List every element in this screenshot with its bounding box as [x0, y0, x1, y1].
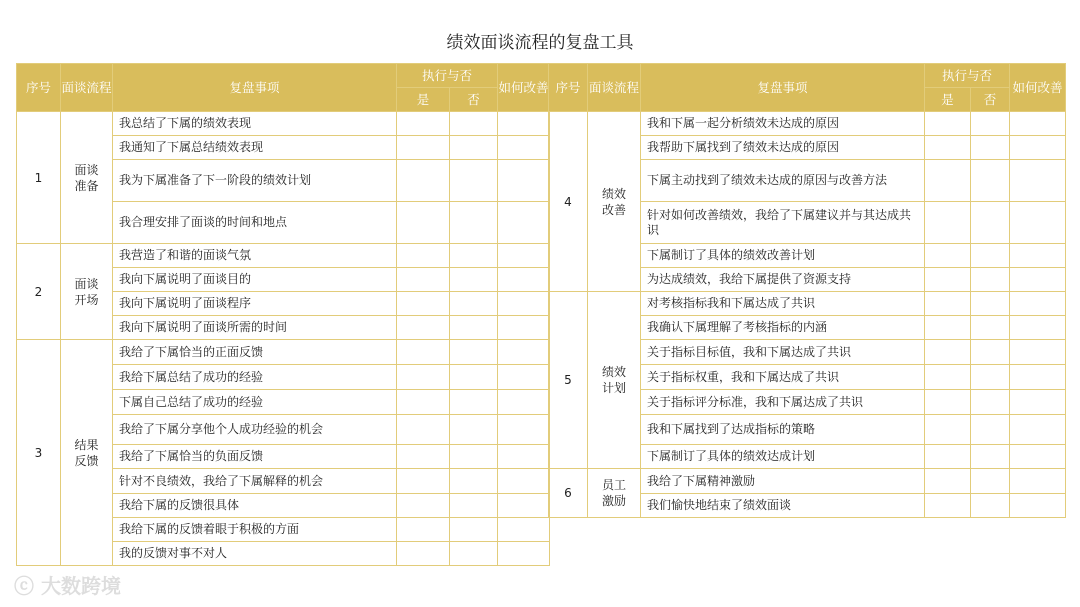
- no-cell[interactable]: [450, 268, 498, 292]
- no-cell[interactable]: [450, 202, 498, 244]
- no-cell[interactable]: [450, 518, 498, 542]
- table-row: [549, 292, 1066, 316]
- group-number: 5: [549, 292, 588, 469]
- improve-cell[interactable]: [498, 518, 550, 542]
- group-number: 2: [17, 244, 61, 340]
- yes-cell[interactable]: [397, 202, 450, 244]
- group-number: 4: [549, 112, 588, 292]
- review-item: 我和下属一起分析绩效未达成的原因: [641, 112, 925, 136]
- no-cell[interactable]: [450, 494, 498, 518]
- review-item: 我给下属的反馈着眼于积极的方面: [113, 518, 397, 542]
- review-item: 我给了下属分享他个人成功经验的机会: [113, 415, 397, 445]
- no-cell[interactable]: [450, 112, 498, 136]
- review-item: 我给下属的反馈很具体: [113, 494, 397, 518]
- no-cell[interactable]: [971, 390, 1010, 415]
- header-yes: 是: [925, 88, 971, 112]
- yes-cell[interactable]: [925, 494, 971, 518]
- review-item: 我给下属总结了成功的经验: [113, 365, 397, 390]
- improve-cell[interactable]: [1010, 390, 1066, 415]
- yes-cell[interactable]: [925, 390, 971, 415]
- no-cell[interactable]: [450, 292, 498, 316]
- group-number: 1: [17, 112, 61, 244]
- review-item: 为达成绩效，我给下属提供了资源支持: [641, 268, 925, 292]
- header-no: 否: [971, 88, 1010, 112]
- group-flow: 绩效改善: [588, 112, 641, 292]
- no-cell[interactable]: [450, 469, 498, 494]
- improve-cell[interactable]: [498, 415, 550, 445]
- improve-cell[interactable]: [1010, 268, 1066, 292]
- improve-cell[interactable]: [498, 316, 550, 340]
- header-item: 复盘事项: [113, 64, 397, 112]
- no-cell[interactable]: [450, 390, 498, 415]
- yes-cell[interactable]: [397, 244, 450, 268]
- yes-cell[interactable]: [925, 415, 971, 445]
- group-flow: 面谈准备: [61, 112, 113, 244]
- improve-cell[interactable]: [498, 340, 550, 365]
- improve-cell[interactable]: [1010, 136, 1066, 160]
- no-cell[interactable]: [971, 268, 1010, 292]
- no-cell[interactable]: [450, 244, 498, 268]
- improve-cell[interactable]: [498, 445, 550, 469]
- review-item: 我向下属说明了面谈程序: [113, 292, 397, 316]
- page-title: 绩效面谈流程的复盘工具: [446, 33, 634, 53]
- watermark-logo: ⓒ 大数跨境: [14, 574, 121, 598]
- no-cell[interactable]: [450, 316, 498, 340]
- no-cell[interactable]: [450, 542, 498, 566]
- yes-cell[interactable]: [397, 136, 450, 160]
- header-improve: 如何改善: [1010, 64, 1066, 112]
- improve-cell[interactable]: [498, 136, 550, 160]
- no-cell[interactable]: [971, 365, 1010, 390]
- yes-cell[interactable]: [397, 292, 450, 316]
- improve-cell[interactable]: [1010, 316, 1066, 340]
- no-cell[interactable]: [971, 316, 1010, 340]
- yes-cell[interactable]: [397, 340, 450, 365]
- yes-cell[interactable]: [925, 292, 971, 316]
- yes-cell[interactable]: [397, 494, 450, 518]
- improve-cell[interactable]: [498, 365, 550, 390]
- header-flow: 面谈流程: [61, 64, 113, 112]
- header-improve: 如何改善: [498, 64, 550, 112]
- improve-cell[interactable]: [1010, 494, 1066, 518]
- group-flow: 结果反馈: [61, 340, 113, 566]
- review-item: 我通知了下属总结绩效表现: [113, 136, 397, 160]
- no-cell[interactable]: [971, 445, 1010, 469]
- improve-cell[interactable]: [1010, 340, 1066, 365]
- no-cell[interactable]: [971, 244, 1010, 268]
- review-item: 我给了下属恰当的正面反馈: [113, 340, 397, 365]
- review-item: 针对不良绩效，我给了下属解释的机会: [113, 469, 397, 494]
- improve-cell[interactable]: [498, 160, 550, 202]
- improve-cell[interactable]: [1010, 112, 1066, 136]
- review-item: 下属主动找到了绩效未达成的原因与改善方法: [641, 160, 925, 202]
- yes-cell[interactable]: [397, 469, 450, 494]
- review-item: 我帮助下属找到了绩效未达成的原因: [641, 136, 925, 160]
- improve-cell[interactable]: [498, 244, 550, 268]
- group-number: 3: [17, 340, 61, 566]
- no-cell[interactable]: [450, 415, 498, 445]
- yes-cell[interactable]: [397, 365, 450, 390]
- improve-cell[interactable]: [1010, 292, 1066, 316]
- group-number: 6: [549, 469, 588, 518]
- yes-cell[interactable]: [925, 202, 971, 244]
- review-item: 我的反馈对事不对人: [113, 542, 397, 566]
- yes-cell[interactable]: [397, 160, 450, 202]
- header-no: 否: [450, 88, 498, 112]
- review-item: 下属制订了具体的绩效达成计划: [641, 445, 925, 469]
- header-yes: 是: [397, 88, 450, 112]
- review-item: 关于指标目标值，我和下属达成了共识: [641, 340, 925, 365]
- yes-cell[interactable]: [925, 365, 971, 390]
- no-cell[interactable]: [971, 340, 1010, 365]
- no-cell[interactable]: [971, 469, 1010, 494]
- group-flow: 面谈开场: [61, 244, 113, 340]
- review-item: 我给了下属精神激励: [641, 469, 925, 494]
- header-exec: 执行与否: [925, 64, 1010, 88]
- no-cell[interactable]: [450, 365, 498, 390]
- yes-cell[interactable]: [397, 316, 450, 340]
- yes-cell[interactable]: [397, 415, 450, 445]
- yes-cell[interactable]: [397, 268, 450, 292]
- no-cell[interactable]: [971, 136, 1010, 160]
- improve-cell[interactable]: [1010, 160, 1066, 202]
- review-item: 我向下属说明了面谈目的: [113, 268, 397, 292]
- header-seq: 序号: [549, 64, 588, 112]
- no-cell[interactable]: [971, 202, 1010, 244]
- yes-cell[interactable]: [925, 469, 971, 494]
- yes-cell[interactable]: [925, 316, 971, 340]
- no-cell[interactable]: [450, 340, 498, 365]
- header-seq: 序号: [17, 64, 61, 112]
- yes-cell[interactable]: [925, 244, 971, 268]
- header-exec: 执行与否: [397, 64, 498, 88]
- improve-cell[interactable]: [498, 112, 550, 136]
- improve-cell[interactable]: [498, 469, 550, 494]
- review-table-right: [548, 63, 1066, 518]
- review-item: 针对如何改善绩效，我给了下属建议并与其达成共识: [641, 202, 925, 244]
- review-item: 我为下属准备了下一阶段的绩效计划: [113, 160, 397, 202]
- no-cell[interactable]: [971, 112, 1010, 136]
- header-flow: 面谈流程: [588, 64, 641, 112]
- review-item: 关于指标评分标准，我和下属达成了共识: [641, 390, 925, 415]
- improve-cell[interactable]: [498, 268, 550, 292]
- yes-cell[interactable]: [925, 340, 971, 365]
- no-cell[interactable]: [450, 160, 498, 202]
- table-row: [17, 112, 550, 136]
- no-cell[interactable]: [971, 292, 1010, 316]
- table-row: [17, 244, 550, 268]
- no-cell[interactable]: [450, 136, 498, 160]
- yes-cell[interactable]: [925, 160, 971, 202]
- table-row: [549, 469, 1066, 494]
- review-item: 我和下属找到了达成指标的策略: [641, 415, 925, 445]
- no-cell[interactable]: [971, 494, 1010, 518]
- yes-cell[interactable]: [397, 518, 450, 542]
- review-item: 我向下属说明了面谈所需的时间: [113, 316, 397, 340]
- watermark-text: 大数跨境: [40, 574, 121, 598]
- review-item: 下属制订了具体的绩效改善计划: [641, 244, 925, 268]
- yes-cell[interactable]: [925, 268, 971, 292]
- header-item: 复盘事项: [641, 64, 925, 112]
- improve-cell[interactable]: [498, 292, 550, 316]
- improve-cell[interactable]: [498, 202, 550, 244]
- no-cell[interactable]: [971, 415, 1010, 445]
- yes-cell[interactable]: [925, 445, 971, 469]
- review-item: 我总结了下属的绩效表现: [113, 112, 397, 136]
- yes-cell[interactable]: [925, 112, 971, 136]
- group-flow: 员工激励: [588, 469, 641, 518]
- review-item: 对考核指标我和下属达成了共识: [641, 292, 925, 316]
- improve-cell[interactable]: [1010, 445, 1066, 469]
- improve-cell[interactable]: [1010, 244, 1066, 268]
- no-cell[interactable]: [450, 445, 498, 469]
- improve-cell[interactable]: [498, 542, 550, 566]
- review-item: 我给了下属恰当的负面反馈: [113, 445, 397, 469]
- improve-cell[interactable]: [1010, 202, 1066, 244]
- improve-cell[interactable]: [1010, 469, 1066, 494]
- improve-cell[interactable]: [1010, 365, 1066, 390]
- review-item: 下属自己总结了成功的经验: [113, 390, 397, 415]
- review-item: 关于指标权重，我和下属达成了共识: [641, 365, 925, 390]
- review-item: 我确认下属理解了考核指标的内涵: [641, 316, 925, 340]
- yes-cell[interactable]: [397, 445, 450, 469]
- improve-cell[interactable]: [1010, 415, 1066, 445]
- review-item: 我合理安排了面谈的时间和地点: [113, 202, 397, 244]
- improve-cell[interactable]: [498, 494, 550, 518]
- table-row: [17, 340, 550, 365]
- yes-cell[interactable]: [925, 136, 971, 160]
- yes-cell[interactable]: [397, 542, 450, 566]
- table-row: [549, 112, 1066, 136]
- review-item: 我们愉快地结束了绩效面谈: [641, 494, 925, 518]
- review-item: 我营造了和谐的面谈气氛: [113, 244, 397, 268]
- no-cell[interactable]: [971, 160, 1010, 202]
- improve-cell[interactable]: [498, 390, 550, 415]
- yes-cell[interactable]: [397, 112, 450, 136]
- review-table-left: [16, 63, 550, 566]
- group-flow: 绩效计划: [588, 292, 641, 469]
- yes-cell[interactable]: [397, 390, 450, 415]
